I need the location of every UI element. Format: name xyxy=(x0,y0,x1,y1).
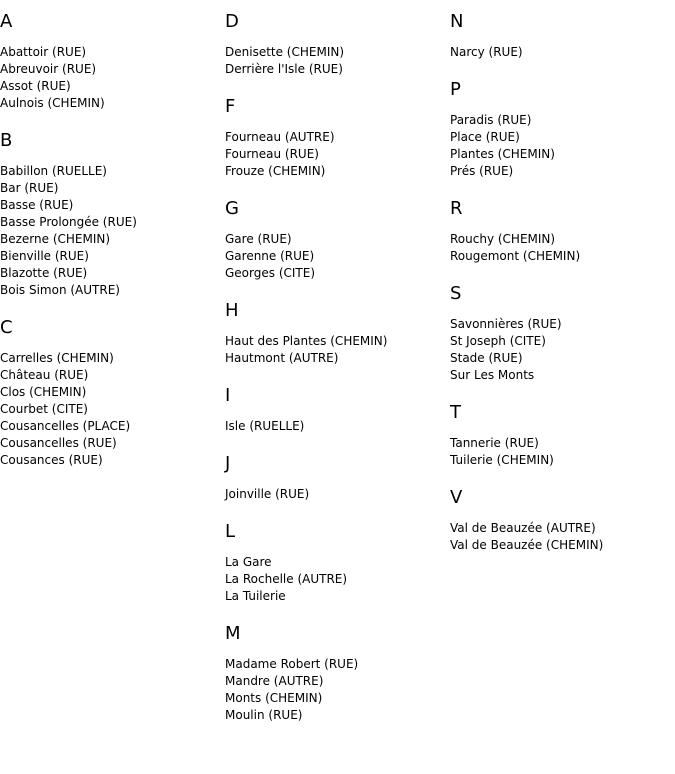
letter-heading: M xyxy=(225,623,241,644)
street-link[interactable]: Courbet (CITE) xyxy=(0,402,88,416)
letter-heading: F xyxy=(225,96,236,117)
letter-group xyxy=(450,80,675,180)
index-column xyxy=(450,12,675,573)
street-link[interactable]: Château (RUE) xyxy=(0,368,89,382)
street-link[interactable]: Denisette (CHEMIN) xyxy=(225,45,345,59)
street-link[interactable]: Aulnois (CHEMIN) xyxy=(0,96,105,110)
letter-group xyxy=(225,12,450,78)
street-link[interactable]: Cousancelles (RUE) xyxy=(0,436,117,450)
street-link[interactable]: Rouchy (CHEMIN) xyxy=(450,232,556,246)
street-link[interactable]: Tannerie (RUE) xyxy=(450,436,539,450)
letter-heading: T xyxy=(450,402,461,423)
street-link[interactable]: Prés (RUE) xyxy=(450,164,514,178)
street-list xyxy=(225,231,450,282)
letter-heading: P xyxy=(450,79,461,100)
letter-heading: J xyxy=(225,453,231,474)
street-link[interactable]: Gare (RUE) xyxy=(225,232,292,246)
street-link[interactable]: Bezerne (CHEMIN) xyxy=(0,232,111,246)
street-list xyxy=(450,520,675,554)
street-link[interactable]: Abreuvoir (RUE) xyxy=(0,62,97,76)
index-column xyxy=(225,12,450,743)
street-link[interactable]: Carrelles (CHEMIN) xyxy=(0,351,114,365)
street-list xyxy=(225,656,450,724)
street-link[interactable]: Tuilerie (CHEMIN) xyxy=(450,453,554,467)
street-link[interactable]: Blazotte (RUE) xyxy=(0,266,88,280)
street-list xyxy=(450,112,675,180)
street-link[interactable]: Haut des Plantes (CHEMIN) xyxy=(225,334,388,348)
letter-group xyxy=(225,199,450,282)
street-link[interactable]: Babillon (RUELLE) xyxy=(0,164,107,178)
letter-group xyxy=(450,284,675,384)
street-link[interactable]: Frouze (CHEMIN) xyxy=(225,164,326,178)
letter-group xyxy=(450,12,675,61)
street-list xyxy=(225,486,450,503)
letter-group xyxy=(225,454,450,503)
letter-group xyxy=(225,301,450,367)
street-list xyxy=(225,129,450,180)
street-link[interactable]: Sur Les Monts xyxy=(450,368,535,382)
street-link[interactable]: Hautmont (AUTRE) xyxy=(225,351,339,365)
street-link[interactable]: Derrière l'Isle (RUE) xyxy=(225,62,343,76)
street-link[interactable]: Narcy (RUE) xyxy=(450,45,523,59)
letter-heading: I xyxy=(225,385,231,406)
street-link[interactable]: Assot (RUE) xyxy=(0,79,71,93)
letter-heading: A xyxy=(0,11,13,32)
street-link[interactable]: Cousances (RUE) xyxy=(0,453,103,467)
street-link[interactable]: Cousancelles (PLACE) xyxy=(0,419,131,433)
letter-heading: V xyxy=(450,487,463,508)
street-link[interactable]: Plantes (CHEMIN) xyxy=(450,147,555,161)
street-list xyxy=(450,316,675,384)
letter-group xyxy=(225,386,450,435)
street-link[interactable]: Moulin (RUE) xyxy=(225,708,303,722)
street-link[interactable]: Fourneau (RUE) xyxy=(225,147,319,161)
letter-heading: N xyxy=(450,11,464,32)
letter-group xyxy=(225,624,450,724)
letter-group xyxy=(0,12,225,112)
index-column xyxy=(0,12,225,488)
letter-heading: G xyxy=(225,198,239,219)
letter-group xyxy=(450,488,675,554)
letter-heading: H xyxy=(225,300,239,321)
letter-group xyxy=(0,318,225,469)
street-link[interactable]: Savonnières (RUE) xyxy=(450,317,562,331)
street-link[interactable]: Bois Simon (AUTRE) xyxy=(0,283,120,297)
street-list xyxy=(225,333,450,367)
street-link[interactable]: Place (RUE) xyxy=(450,130,520,144)
street-link[interactable]: Basse (RUE) xyxy=(0,198,74,212)
street-link[interactable]: Isle (RUELLE) xyxy=(225,419,305,433)
letter-heading: B xyxy=(0,130,13,151)
street-list xyxy=(450,44,675,61)
street-list xyxy=(450,231,675,265)
street-link[interactable]: Val de Beauzée (CHEMIN) xyxy=(450,538,604,552)
street-link[interactable]: Joinville (RUE) xyxy=(225,487,310,501)
letter-group xyxy=(450,199,675,265)
street-link[interactable]: Stade (RUE) xyxy=(450,351,523,365)
street-link[interactable]: La Tuilerie xyxy=(225,589,286,603)
street-link[interactable]: Fourneau (AUTRE) xyxy=(225,130,335,144)
letter-heading: D xyxy=(225,11,239,32)
street-list xyxy=(0,163,225,299)
street-link[interactable]: Mandre (AUTRE) xyxy=(225,674,324,688)
street-link[interactable]: Bar (RUE) xyxy=(0,181,59,195)
street-link[interactable]: Paradis (RUE) xyxy=(450,113,532,127)
street-link[interactable]: Abattoir (RUE) xyxy=(0,45,87,59)
street-list xyxy=(225,44,450,78)
letter-heading: C xyxy=(0,317,13,338)
street-link[interactable]: Rougemont (CHEMIN) xyxy=(450,249,581,263)
street-list xyxy=(225,418,450,435)
street-link[interactable]: St Joseph (CITE) xyxy=(450,334,546,348)
street-link[interactable]: Basse Prolongée (RUE) xyxy=(0,215,137,229)
street-link[interactable]: Val de Beauzée (AUTRE) xyxy=(450,521,596,535)
street-list xyxy=(225,554,450,605)
street-list xyxy=(0,44,225,112)
street-list xyxy=(0,350,225,469)
street-link[interactable]: Garenne (RUE) xyxy=(225,249,315,263)
letter-group xyxy=(450,403,675,469)
street-link[interactable]: Madame Robert (RUE) xyxy=(225,657,359,671)
letter-heading: R xyxy=(450,198,463,219)
letter-heading: S xyxy=(450,283,462,304)
street-link[interactable]: Georges (CITE) xyxy=(225,266,316,280)
street-list xyxy=(450,435,675,469)
letter-heading: L xyxy=(225,521,236,542)
street-link[interactable]: Bienville (RUE) xyxy=(0,249,89,263)
letter-group xyxy=(225,522,450,605)
street-link[interactable]: Monts (CHEMIN) xyxy=(225,691,323,705)
street-link[interactable]: La Rochelle (AUTRE) xyxy=(225,572,348,586)
letter-group xyxy=(225,97,450,180)
letter-group xyxy=(0,131,225,299)
street-link[interactable]: La Gare xyxy=(225,555,272,569)
street-link[interactable]: Clos (CHEMIN) xyxy=(0,385,87,399)
